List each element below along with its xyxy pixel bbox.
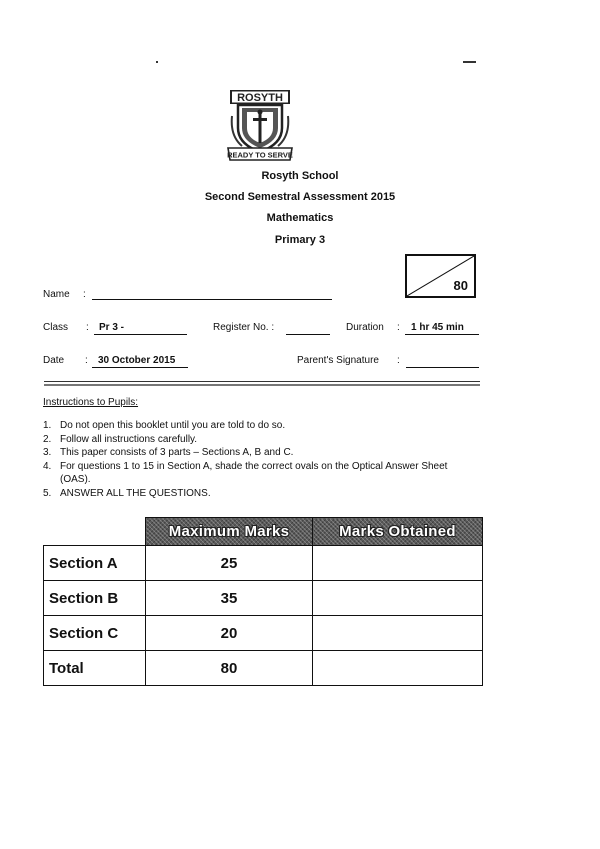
name-colon: :	[83, 289, 86, 300]
table-header-row	[44, 518, 483, 546]
instruction-text: Do not open this booklet until you are told to do so.	[60, 420, 286, 431]
register-field[interactable]	[286, 334, 330, 335]
maximum-marks-cell: 80	[146, 651, 313, 686]
instructions-list	[43, 419, 463, 500]
section-name: Section C	[44, 616, 146, 651]
marks-obtained-cell[interactable]	[313, 581, 483, 616]
duration-underline	[405, 334, 479, 335]
section-name: Total	[44, 651, 146, 686]
maximum-marks-header: Maximum Marks	[146, 518, 313, 546]
marks-obtained-cell[interactable]	[313, 546, 483, 581]
school-crest-logo	[224, 88, 296, 162]
marks-obtained-cell[interactable]	[313, 651, 483, 686]
name-field[interactable]	[92, 299, 332, 300]
instruction-number: 5.	[43, 487, 52, 499]
subject-title: Mathematics	[266, 212, 334, 224]
instruction-number: 3.	[43, 447, 52, 458]
instruction-item	[43, 487, 463, 501]
duration-value: 1 hr 45 min	[411, 322, 464, 333]
divider	[44, 381, 480, 382]
divider	[44, 384, 480, 386]
marks-obtained-cell[interactable]	[313, 616, 483, 651]
instruction-item	[43, 446, 463, 460]
signature-label: Parent's Signature	[297, 355, 379, 366]
assessment-title: Second Semestral Assessment 2015	[204, 191, 396, 203]
class-field[interactable]	[94, 334, 187, 335]
marks-obtained-header: Marks Obtained	[313, 518, 483, 546]
duration-colon: :	[397, 322, 400, 333]
table-row	[44, 581, 483, 616]
instruction-item	[43, 433, 463, 447]
class-colon: :	[86, 322, 89, 333]
instruction-number: 1.	[43, 420, 52, 431]
table-row	[44, 546, 483, 581]
scan-speck	[156, 61, 158, 63]
table-corner-cell	[44, 518, 146, 546]
date-colon: :	[85, 355, 88, 366]
instruction-number: 4.	[43, 460, 52, 472]
date-value: 30 October 2015	[98, 355, 176, 366]
name-label: Name	[43, 289, 70, 300]
maximum-marks-cell: 20	[146, 616, 313, 651]
school-name: Rosyth School	[261, 170, 339, 182]
signature-colon: :	[397, 355, 400, 366]
table-row	[44, 651, 483, 686]
svg-text:ROSYTH: ROSYTH	[237, 92, 283, 104]
date-underline	[92, 367, 188, 368]
class-value: Pr 3 -	[99, 322, 125, 333]
duration-label: Duration	[346, 322, 384, 333]
instruction-text: Follow all instructions carefully.	[60, 433, 198, 445]
date-label: Date	[43, 355, 65, 366]
score-box-total: 80	[453, 278, 468, 293]
signature-field[interactable]	[406, 367, 479, 368]
svg-text:READY TO SERVE: READY TO SERVE	[227, 150, 293, 160]
section-name: Section A	[44, 546, 146, 581]
register-label: Register No. :	[213, 322, 275, 333]
instructions-title: Instructions to Pupils:	[43, 397, 139, 408]
scan-speck	[463, 61, 476, 63]
instruction-item	[43, 419, 463, 433]
class-label: Class	[43, 322, 69, 333]
marks-table	[43, 517, 483, 686]
total-score-box	[405, 254, 476, 298]
instruction-text: This paper consists of 3 parts – Sections A, B and C.	[60, 447, 294, 458]
instruction-number: 2.	[43, 433, 52, 445]
section-name: Section B	[44, 581, 146, 616]
instruction-item	[43, 460, 463, 487]
instruction-text: ANSWER ALL THE QUESTIONS.	[60, 487, 211, 499]
maximum-marks-cell: 25	[146, 546, 313, 581]
table-row	[44, 616, 483, 651]
instruction-text: For questions 1 to 15 in Section A, shade the correct ovals on the Optical Answer Sheet (OAS).	[60, 460, 448, 485]
level-title: Primary 3	[274, 234, 326, 246]
maximum-marks-cell: 35	[146, 581, 313, 616]
